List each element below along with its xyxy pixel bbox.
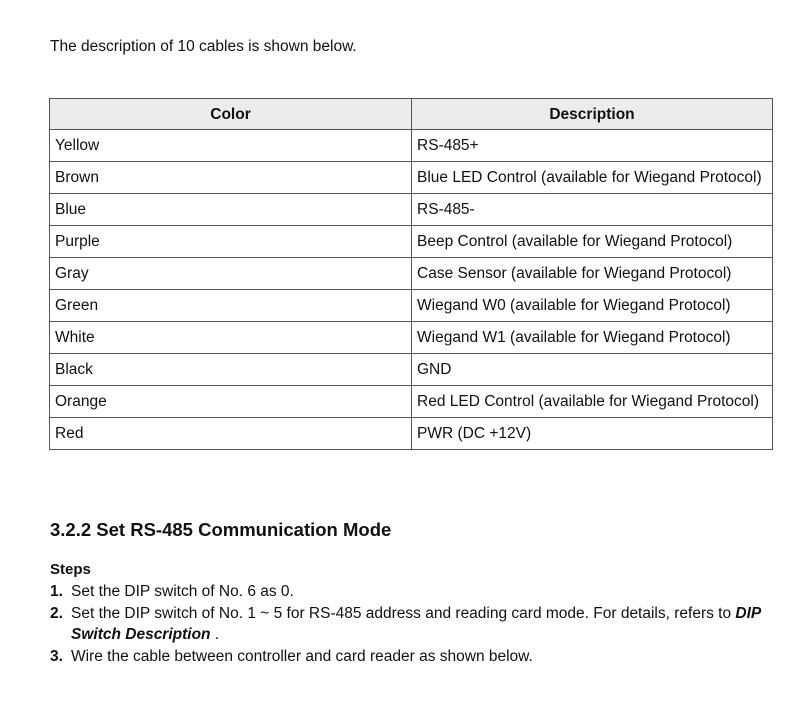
dip-switch-description-link[interactable]: DIP Switch Description <box>71 604 761 643</box>
cell-description: Blue LED Control (available for Wiegand Protocol) <box>412 162 773 194</box>
header-color: Color <box>50 99 412 130</box>
cell-description: PWR (DC +12V) <box>412 418 773 450</box>
step-text: Set the DIP switch of No. 1 ~ 5 for RS-485 address and reading card mode. For details, refers to <box>71 604 736 622</box>
table-row <box>50 418 773 450</box>
step-number: 2. <box>50 604 63 622</box>
cell-description: Red LED Control (available for Wiegand Protocol) <box>412 386 773 418</box>
step-item <box>50 581 770 603</box>
table-row <box>50 194 773 226</box>
intro-text: The description of 10 cables is shown below. <box>50 38 357 55</box>
steps-label: Steps <box>50 561 91 578</box>
cell-color: Blue <box>50 194 412 226</box>
cell-description: Beep Control (available for Wiegand Protocol) <box>412 226 773 258</box>
step-text: Wire the cable between controller and card reader as shown below. <box>71 647 533 665</box>
table-row <box>50 386 773 418</box>
step-number: 3. <box>50 647 63 665</box>
step-item <box>50 646 770 668</box>
cell-color: Black <box>50 354 412 386</box>
cell-description: GND <box>412 354 773 386</box>
cell-description: RS-485- <box>412 194 773 226</box>
section-heading: 3.2.2 Set RS-485 Communication Mode <box>50 519 392 540</box>
cell-color: Green <box>50 290 412 322</box>
step-text: Set the DIP switch of No. 6 as 0. <box>71 583 294 600</box>
step-text-suffix: . <box>210 626 220 643</box>
cell-color: Purple <box>50 226 412 258</box>
table-row <box>50 354 773 386</box>
cell-color: Yellow <box>50 130 412 162</box>
table-row <box>50 162 773 194</box>
cable-table <box>49 98 773 450</box>
table-row <box>50 226 773 258</box>
table-header-row <box>50 99 773 130</box>
cell-description: Wiegand W0 (available for Wiegand Protocol) <box>412 290 773 322</box>
table-row <box>50 258 773 290</box>
table-row <box>50 130 773 162</box>
cell-color: Gray <box>50 258 412 290</box>
table-row <box>50 290 773 322</box>
cell-color: Orange <box>50 386 412 418</box>
cell-description: Wiegand W1 (available for Wiegand Protocol) <box>412 322 773 354</box>
table-row <box>50 322 773 354</box>
steps-list <box>50 581 770 667</box>
header-description: Description <box>412 99 773 130</box>
step-item <box>50 603 770 646</box>
cell-description: Case Sensor (available for Wiegand Protocol) <box>412 258 773 290</box>
cell-description: RS-485+ <box>412 130 773 162</box>
cell-color: White <box>50 322 412 354</box>
cell-color: Red <box>50 418 412 450</box>
step-number: 1. <box>50 583 63 600</box>
cell-color: Brown <box>50 162 412 194</box>
